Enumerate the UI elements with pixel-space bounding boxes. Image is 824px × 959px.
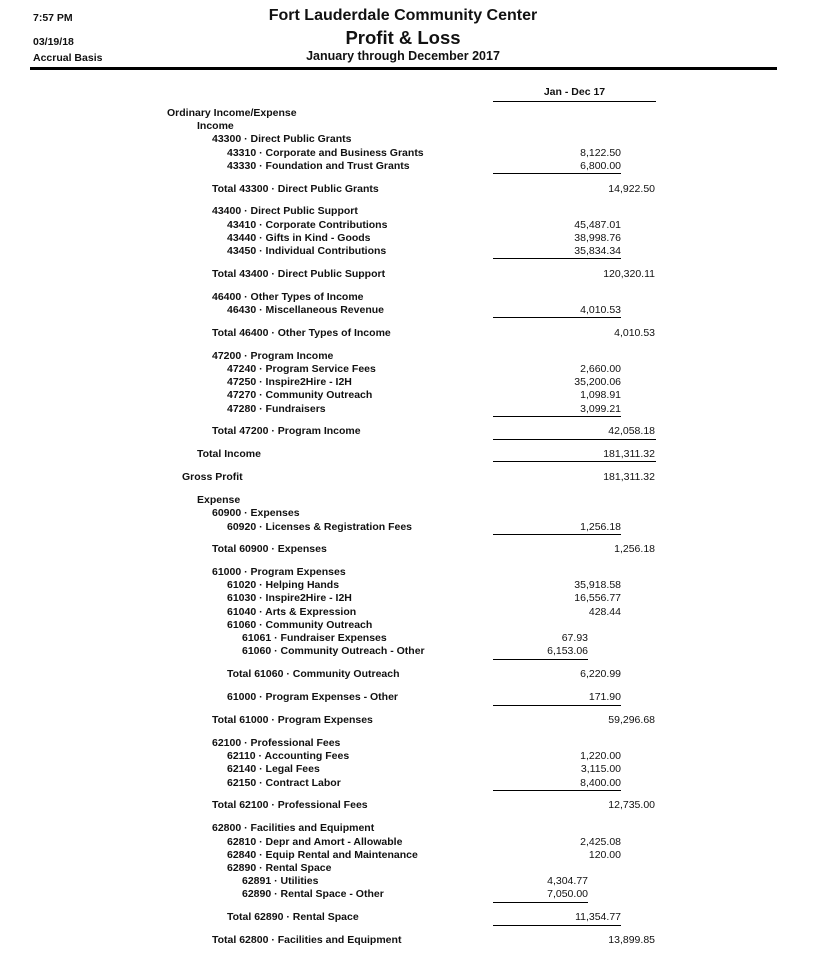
report-row bbox=[0, 591, 824, 605]
amount-value: 181,311.32 bbox=[603, 471, 655, 483]
account-label: Total 60900 · Expenses bbox=[212, 543, 327, 555]
report-row bbox=[0, 349, 824, 363]
report-row bbox=[0, 762, 824, 776]
report-row bbox=[0, 470, 824, 484]
account-label: 61061 · Fundraiser Expenses bbox=[242, 632, 387, 644]
report-row bbox=[0, 605, 824, 619]
amount-value: 120,320.11 bbox=[603, 268, 655, 280]
account-label: Income bbox=[197, 120, 234, 132]
account-label: Ordinary Income/Expense bbox=[167, 107, 297, 119]
amount-value: 2,425.08 bbox=[580, 836, 621, 848]
account-label: 62110 · Accounting Fees bbox=[227, 750, 350, 762]
amount-value: 8,122.50 bbox=[580, 147, 621, 159]
subtotal-underline bbox=[493, 416, 621, 417]
amount-value: 3,115.00 bbox=[580, 763, 621, 775]
account-label: Total Income bbox=[197, 448, 261, 460]
account-label: 62891 · Utilities bbox=[242, 875, 319, 887]
account-label: Total 43300 · Direct Public Grants bbox=[212, 183, 379, 195]
report-row bbox=[0, 506, 824, 520]
company-name: Fort Lauderdale Community Center bbox=[268, 7, 538, 24]
amount-value: 11,354.77 bbox=[575, 911, 621, 923]
report-row bbox=[0, 231, 824, 245]
report-period: January through December 2017 bbox=[306, 49, 500, 63]
report-row bbox=[0, 690, 824, 704]
total-row bbox=[0, 713, 824, 727]
amount-value: 35,834.34 bbox=[574, 245, 621, 257]
report-row bbox=[0, 290, 824, 304]
account-label: 62150 · Contract Labor bbox=[227, 777, 341, 789]
report-row bbox=[0, 861, 824, 875]
amount-value: 1,220.00 bbox=[580, 750, 621, 762]
subtotal-underline bbox=[493, 925, 621, 926]
subtotal-underline bbox=[493, 705, 621, 706]
report-row bbox=[0, 106, 824, 120]
account-label: 61000 · Program Expenses - Other bbox=[227, 691, 398, 703]
report-row bbox=[0, 244, 824, 258]
amount-value: 120.00 bbox=[588, 849, 621, 861]
account-label: 43450 · Individual Contributions bbox=[227, 245, 387, 257]
report-row bbox=[0, 644, 824, 658]
total-row bbox=[0, 798, 824, 812]
account-label: 60920 · Licenses & Registration Fees bbox=[227, 521, 412, 533]
account-label: 43310 · Corporate and Business Grants bbox=[227, 147, 424, 159]
report-row bbox=[0, 874, 824, 888]
subtotal-underline bbox=[493, 173, 621, 174]
account-label: 43400 · Direct Public Support bbox=[212, 205, 358, 217]
account-label: 43440 · Gifts in Kind - Goods bbox=[227, 232, 371, 244]
account-label: 62840 · Equip Rental and Maintenance bbox=[227, 849, 418, 861]
account-label: Total 62800 · Facilities and Equipment bbox=[212, 934, 402, 946]
report-row bbox=[0, 776, 824, 790]
total-row bbox=[0, 667, 824, 681]
account-label: 43330 · Foundation and Trust Grants bbox=[227, 160, 410, 172]
total-row bbox=[0, 182, 824, 196]
total-row bbox=[0, 447, 824, 461]
account-label: 43300 · Direct Public Grants bbox=[212, 133, 352, 145]
amount-value: 4,010.53 bbox=[614, 327, 655, 339]
account-label: 62890 · Rental Space - Other bbox=[242, 888, 384, 900]
account-label: 46430 · Miscellaneous Revenue bbox=[227, 304, 384, 316]
account-label: Total 62100 · Professional Fees bbox=[212, 799, 368, 811]
account-label: 62140 · Legal Fees bbox=[227, 763, 320, 775]
report-row bbox=[0, 303, 824, 317]
account-label: 47280 · Fundraisers bbox=[227, 403, 326, 415]
subtotal-underline bbox=[493, 902, 588, 903]
account-label: 43410 · Corporate Contributions bbox=[227, 219, 388, 231]
report-row bbox=[0, 375, 824, 389]
report-row bbox=[0, 565, 824, 579]
account-label: 61040 · Arts & Expression bbox=[227, 606, 357, 618]
account-label: 47200 · Program Income bbox=[212, 350, 334, 362]
report-row bbox=[0, 146, 824, 160]
account-label: 61000 · Program Expenses bbox=[212, 566, 346, 578]
subtotal-underline bbox=[493, 317, 621, 318]
report-row bbox=[0, 388, 824, 402]
account-label: 46400 · Other Types of Income bbox=[212, 291, 364, 303]
amount-value: 171.90 bbox=[588, 691, 621, 703]
subtotal-underline bbox=[493, 258, 621, 259]
account-label: 47270 · Community Outreach bbox=[227, 389, 373, 401]
account-label: 60900 · Expenses bbox=[212, 507, 300, 519]
amount-value: 7,050.00 bbox=[547, 888, 588, 900]
report-row bbox=[0, 520, 824, 534]
amount-value: 38,998.76 bbox=[574, 232, 621, 244]
account-label: 62800 · Facilities and Equipment bbox=[212, 822, 375, 834]
total-row bbox=[0, 910, 824, 924]
amount-value: 428.44 bbox=[588, 606, 621, 618]
account-label: Total 43400 · Direct Public Support bbox=[212, 268, 386, 280]
report-row bbox=[0, 362, 824, 376]
amount-value: 2,660.00 bbox=[580, 363, 621, 375]
account-label: Gross Profit bbox=[182, 471, 243, 483]
amount-value: 45,487.01 bbox=[574, 219, 621, 231]
amount-value: 6,153.06 bbox=[547, 645, 588, 657]
subtotal-underline bbox=[493, 790, 621, 791]
header-rule bbox=[30, 67, 777, 70]
amount-value: 6,220.99 bbox=[580, 668, 621, 680]
account-label: 62890 · Rental Space bbox=[227, 862, 332, 874]
account-label: 62100 · Professional Fees bbox=[212, 737, 341, 749]
subtotal-underline bbox=[493, 659, 588, 660]
report-row bbox=[0, 493, 824, 507]
account-label: 61060 · Community Outreach bbox=[227, 619, 373, 631]
report-row bbox=[0, 159, 824, 173]
report-row bbox=[0, 618, 824, 632]
account-label: Total 61060 · Community Outreach bbox=[227, 668, 400, 680]
amount-value: 67.93 bbox=[561, 632, 588, 644]
account-label: 62810 · Depr and Amort - Allowable bbox=[227, 836, 403, 848]
account-label: 61020 · Helping Hands bbox=[227, 579, 340, 591]
column-heading: Jan - Dec 17 bbox=[543, 86, 606, 98]
amount-value: 35,918.58 bbox=[574, 579, 621, 591]
account-label: 47240 · Program Service Fees bbox=[227, 363, 376, 375]
amount-value: 4,010.53 bbox=[580, 304, 621, 316]
account-label: Total 46400 · Other Types of Income bbox=[212, 327, 391, 339]
subtotal-underline bbox=[493, 534, 621, 535]
report-time: 7:57 PM bbox=[33, 12, 73, 24]
subtotal-underline bbox=[493, 461, 656, 462]
total-row bbox=[0, 542, 824, 556]
report-row bbox=[0, 835, 824, 849]
report-row bbox=[0, 736, 824, 750]
amount-value: 35,200.06 bbox=[574, 376, 621, 388]
amount-value: 16,556.77 bbox=[574, 592, 621, 604]
report-title: Profit & Loss bbox=[345, 27, 461, 48]
report-row bbox=[0, 631, 824, 645]
subtotal-underline bbox=[493, 439, 656, 440]
amount-value: 3,099.21 bbox=[580, 403, 621, 415]
total-row bbox=[0, 424, 824, 438]
account-label: 61060 · Community Outreach - Other bbox=[242, 645, 425, 657]
amount-value: 6,800.00 bbox=[580, 160, 621, 172]
report-row bbox=[0, 578, 824, 592]
report-row bbox=[0, 821, 824, 835]
amount-value: 42,058.18 bbox=[608, 425, 655, 437]
amount-value: 1,256.18 bbox=[580, 521, 621, 533]
amount-value: 14,922.50 bbox=[608, 183, 655, 195]
amount-value: 12,735.00 bbox=[608, 799, 655, 811]
report-date: 03/19/18 bbox=[33, 36, 74, 48]
account-label: Total 61000 · Program Expenses bbox=[212, 714, 373, 726]
report-row bbox=[0, 402, 824, 416]
account-label: Total 62890 · Rental Space bbox=[227, 911, 359, 923]
amount-value: 59,296.68 bbox=[608, 714, 655, 726]
amount-value: 8,400.00 bbox=[580, 777, 621, 789]
account-label: Expense bbox=[197, 494, 241, 506]
column-heading-underline bbox=[493, 101, 656, 102]
report-row bbox=[0, 749, 824, 763]
report-basis: Accrual Basis bbox=[33, 52, 103, 64]
amount-value: 1,256.18 bbox=[614, 543, 655, 555]
amount-value: 1,098.91 bbox=[580, 389, 621, 401]
report-row bbox=[0, 132, 824, 146]
total-row bbox=[0, 267, 824, 281]
total-row bbox=[0, 326, 824, 340]
account-label: 47250 · Inspire2Hire - I2H bbox=[227, 376, 352, 388]
report-row bbox=[0, 218, 824, 232]
total-row bbox=[0, 933, 824, 947]
amount-value: 13,899.85 bbox=[608, 934, 655, 946]
report-row bbox=[0, 848, 824, 862]
report-row bbox=[0, 887, 824, 901]
amount-value: 181,311.32 bbox=[603, 448, 655, 460]
report-row bbox=[0, 119, 824, 133]
report-row bbox=[0, 204, 824, 218]
amount-value: 4,304.77 bbox=[547, 875, 588, 887]
account-label: Total 47200 · Program Income bbox=[212, 425, 361, 437]
account-label: 61030 · Inspire2Hire - I2H bbox=[227, 592, 352, 604]
